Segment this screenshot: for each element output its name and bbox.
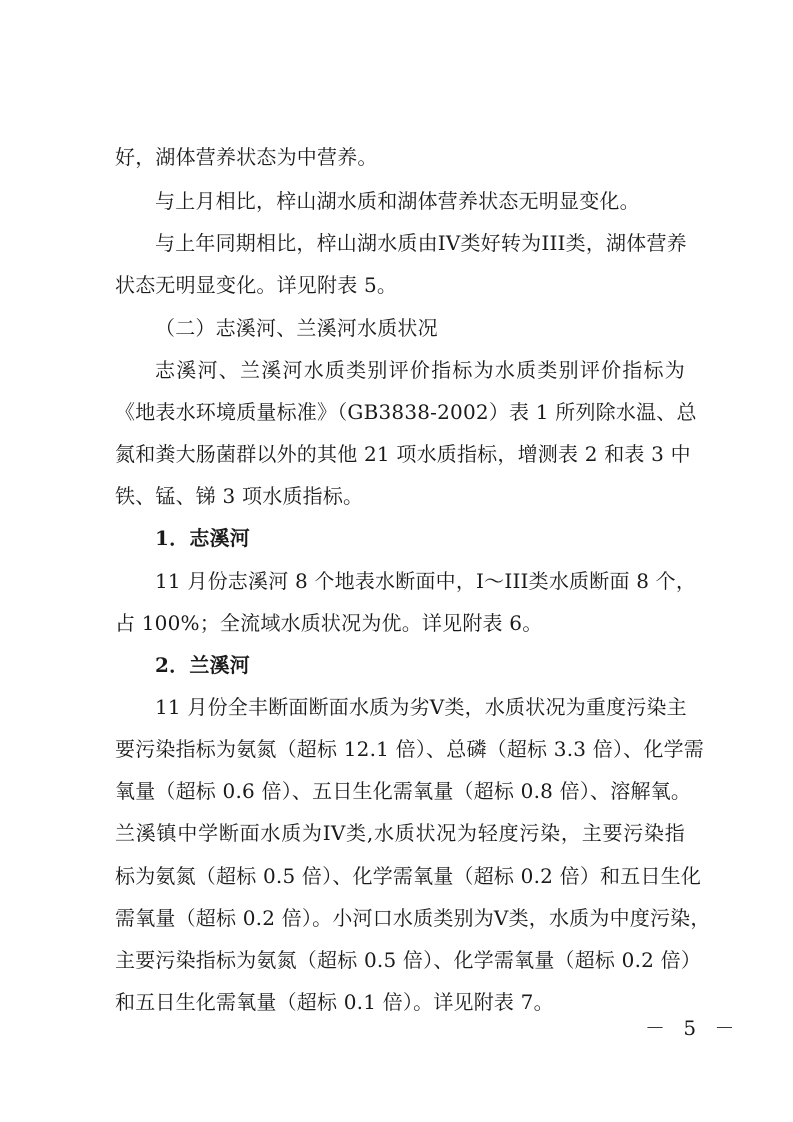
paragraph-line: 11 月份志溪河 8 个地表水断面中，I～III类水质断面 8 个， xyxy=(155,569,697,593)
paragraph-line: 志溪河、兰溪河水质类别评价指标为水质类别评价指标为 xyxy=(155,358,685,382)
paragraph-line: 铁、锰、锑 3 项水质指标。 xyxy=(115,484,364,508)
paragraph-line: 要污染指标为氨氮（超标 12.1 倍）、总磷（超标 3.3 倍）、化学需 xyxy=(115,737,704,761)
paragraph-line: 氮和粪大肠菌群以外的其他 21 项水质指标，增测表 2 和表 3 中 xyxy=(115,442,691,466)
paragraph-line: 需氧量（超标 0.2 倍）。小河口水质类别为V类，水质为中度污染， xyxy=(115,906,711,930)
page-number: － 5 － xyxy=(645,1016,741,1040)
paragraph-line: 好，湖体营养状态为中营养。 xyxy=(115,145,378,169)
paragraph-line: 和五日生化需氧量（超标 0.1 倍）。详见附表 7。 xyxy=(115,990,554,1014)
paragraph-line: 主要污染指标为氨氮（超标 0.5 倍）、化学需氧量（超标 0.2 倍） xyxy=(115,948,702,972)
subsection-heading: 2．兰溪河 xyxy=(155,653,250,677)
paragraph-line: 状态无明显变化。详见附表 5。 xyxy=(115,273,398,297)
paragraph-line: 11 月份全丰断面断面水质为劣V类，水质状况为重度污染主 xyxy=(155,695,687,719)
paragraph-line: 氧量（超标 0.6 倍）、五日生化需氧量（超标 0.8 倍）、溶解氧。 xyxy=(115,779,692,803)
section-heading: （二）志溪河、兰溪河水质状况 xyxy=(155,316,438,340)
paragraph-line: 《地表水环境质量标准》（GB3838-2002）表 1 所列除水温、总 xyxy=(115,400,697,424)
paragraph-line: 标为氨氮（超标 0.5 倍）、化学需氧量（超标 0.2 倍）和五日生化 xyxy=(115,864,702,888)
paragraph-line: 兰溪镇中学断面水质为IV类,水质状况为轻度污染，主要污染指 xyxy=(115,821,685,845)
subsection-heading: 1．志溪河 xyxy=(155,526,250,550)
paragraph-line: 占 100%；全流域水质状况为优。详见附表 6。 xyxy=(115,611,543,635)
paragraph-line: 与上年同期相比，梓山湖水质由IV类好转为III类，湖体营养 xyxy=(155,231,687,255)
paragraph-line: 与上月相比，梓山湖水质和湖体营养状态无明显变化。 xyxy=(155,189,640,213)
